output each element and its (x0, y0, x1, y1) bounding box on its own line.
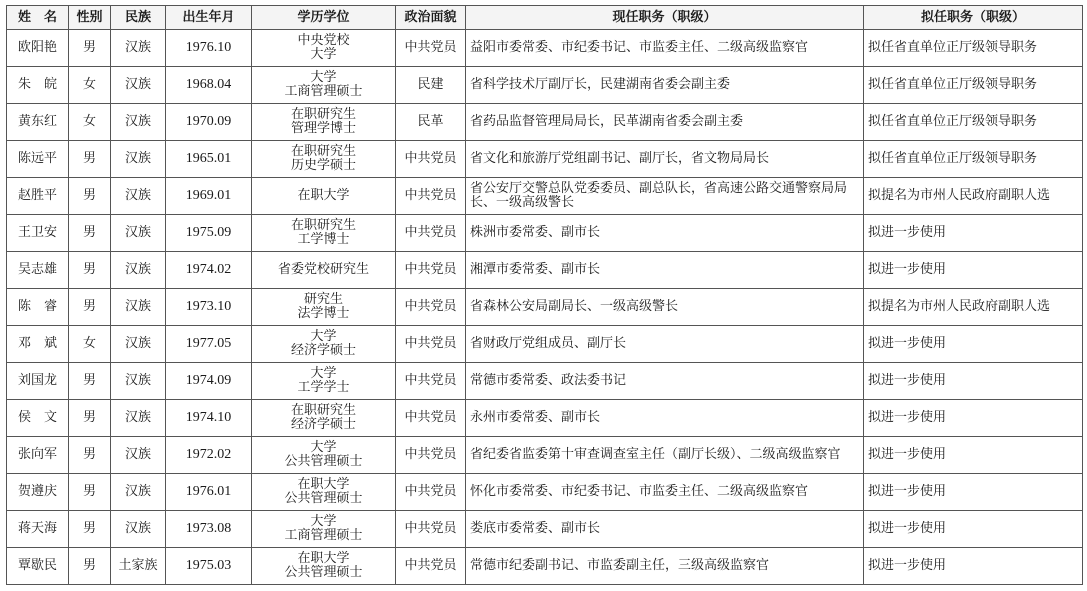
table-row (7, 30, 1083, 67)
cell-politics: 中共党员 (396, 474, 466, 511)
cell-name: 邓 斌 (7, 326, 69, 363)
education-line-1: 在职研究生 (290, 107, 356, 122)
cell-name: 朱 皖 (7, 67, 69, 104)
education-line-2: 公共管理硕士 (284, 565, 363, 580)
education-line-2: 工学学士 (297, 380, 350, 395)
header-name: 姓 名 (7, 6, 69, 30)
cell-politics: 中共党员 (396, 400, 466, 437)
cell-birth: 1974.09 (166, 363, 252, 400)
education-line-1: 大学 (310, 440, 337, 455)
cell-proposed-position: 拟任省直单位正厅级领导职务 (864, 141, 1083, 178)
cell-ethnicity: 汉族 (111, 326, 166, 363)
cell-current-position: 娄底市委常委、副市长 (466, 511, 864, 548)
table-row (7, 178, 1083, 215)
education-line-1: 在职研究生 (290, 144, 356, 159)
cell-birth: 1970.09 (166, 104, 252, 141)
header-education: 学历学位 (252, 6, 396, 30)
cell-name: 蒋天海 (7, 511, 69, 548)
cell-education (252, 363, 396, 400)
education-line-2: 管理学博士 (290, 121, 356, 136)
cell-name: 刘国龙 (7, 363, 69, 400)
cell-birth: 1969.01 (166, 178, 252, 215)
cell-name: 陈 睿 (7, 289, 69, 326)
cell-ethnicity: 汉族 (111, 104, 166, 141)
cell-ethnicity: 汉族 (111, 400, 166, 437)
cell-ethnicity: 汉族 (111, 289, 166, 326)
cell-education (252, 104, 396, 141)
cell-proposed-position: 拟任省直单位正厅级领导职务 (864, 104, 1083, 141)
cell-gender: 女 (69, 326, 111, 363)
cell-current-position: 益阳市委常委、市纪委书记、市监委主任、二级高级监察官 (466, 30, 864, 67)
cell-proposed-position: 拟进一步使用 (864, 400, 1083, 437)
cell-proposed-position: 拟进一步使用 (864, 437, 1083, 474)
cell-ethnicity: 汉族 (111, 363, 166, 400)
education-line-2: 经济学硕士 (290, 417, 356, 432)
cell-proposed-position: 拟进一步使用 (864, 215, 1083, 252)
education-line-1: 在职研究生 (290, 218, 356, 233)
cell-politics: 中共党员 (396, 326, 466, 363)
table-row (7, 548, 1083, 585)
education-line-1: 在职大学 (297, 188, 350, 203)
cell-ethnicity: 汉族 (111, 141, 166, 178)
cell-ethnicity: 汉族 (111, 252, 166, 289)
education-line-2: 经济学硕士 (290, 343, 356, 358)
cell-name: 王卫安 (7, 215, 69, 252)
cell-ethnicity: 土家族 (111, 548, 166, 585)
cell-gender: 女 (69, 67, 111, 104)
cell-current-position: 株洲市委常委、副市长 (466, 215, 864, 252)
cell-birth: 1975.09 (166, 215, 252, 252)
table-row (7, 289, 1083, 326)
table-row (7, 104, 1083, 141)
cell-education (252, 437, 396, 474)
cell-proposed-position: 拟任省直单位正厅级领导职务 (864, 67, 1083, 104)
cell-name: 赵胜平 (7, 178, 69, 215)
cell-education (252, 178, 396, 215)
personnel-table (6, 5, 1083, 585)
table-row (7, 474, 1083, 511)
education-line-2: 工学博士 (297, 232, 350, 247)
cell-name: 覃歇民 (7, 548, 69, 585)
cell-current-position: 常德市委常委、政法委书记 (466, 363, 864, 400)
cell-education (252, 252, 396, 289)
personnel-table-container (6, 5, 1083, 585)
cell-politics: 民革 (396, 104, 466, 141)
header-gender: 性别 (69, 6, 111, 30)
cell-ethnicity: 汉族 (111, 30, 166, 67)
cell-name: 侯 文 (7, 400, 69, 437)
cell-current-position: 省药品监督管理局局长，民革湖南省委会副主委 (466, 104, 864, 141)
cell-politics: 中共党员 (396, 437, 466, 474)
cell-ethnicity: 汉族 (111, 474, 166, 511)
education-line-2: 公共管理硕士 (284, 454, 363, 469)
cell-current-position: 省公安厅交警总队党委委员、副总队长，省高速公路交通警察局局长、一级高级警长 (466, 178, 864, 215)
cell-name: 贺遵庆 (7, 474, 69, 511)
education-line-2: 公共管理硕士 (284, 491, 363, 506)
cell-proposed-position: 拟任省直单位正厅级领导职务 (864, 30, 1083, 67)
header-current-position: 现任职务（职级） (466, 6, 864, 30)
cell-gender: 男 (69, 511, 111, 548)
cell-politics: 中共党员 (396, 30, 466, 67)
cell-proposed-position: 拟进一步使用 (864, 363, 1083, 400)
table-row (7, 326, 1083, 363)
cell-gender: 女 (69, 104, 111, 141)
cell-education (252, 215, 396, 252)
education-line-2: 历史学硕士 (290, 158, 356, 173)
cell-name: 欧阳艳 (7, 30, 69, 67)
cell-proposed-position: 拟进一步使用 (864, 511, 1083, 548)
education-line-1: 研究生 (303, 292, 343, 307)
cell-current-position: 怀化市委常委、市纪委书记、市监委主任、二级高级监察官 (466, 474, 864, 511)
cell-proposed-position: 拟进一步使用 (864, 548, 1083, 585)
education-line-1: 在职研究生 (290, 403, 356, 418)
cell-current-position: 省科学技术厅副厅长，民建湖南省委会副主委 (466, 67, 864, 104)
table-row (7, 141, 1083, 178)
table-row (7, 400, 1083, 437)
table-row (7, 511, 1083, 548)
education-line-1: 在职大学 (297, 551, 350, 566)
cell-name: 陈远平 (7, 141, 69, 178)
cell-birth: 1974.02 (166, 252, 252, 289)
education-line-1: 中央党校 (297, 33, 350, 48)
cell-birth: 1974.10 (166, 400, 252, 437)
cell-politics: 中共党员 (396, 363, 466, 400)
cell-gender: 男 (69, 289, 111, 326)
cell-education (252, 474, 396, 511)
cell-gender: 男 (69, 215, 111, 252)
cell-birth: 1975.03 (166, 548, 252, 585)
education-line-2: 大学 (310, 47, 337, 62)
table-header-row (7, 6, 1083, 30)
cell-gender: 男 (69, 548, 111, 585)
cell-ethnicity: 汉族 (111, 511, 166, 548)
cell-proposed-position: 拟进一步使用 (864, 474, 1083, 511)
cell-name: 张向军 (7, 437, 69, 474)
cell-current-position: 湘潭市委常委、副市长 (466, 252, 864, 289)
education-line-1: 大学 (310, 329, 337, 344)
cell-birth: 1976.10 (166, 30, 252, 67)
cell-gender: 男 (69, 400, 111, 437)
cell-gender: 男 (69, 30, 111, 67)
cell-birth: 1976.01 (166, 474, 252, 511)
header-politics: 政治面貌 (396, 6, 466, 30)
cell-politics: 中共党员 (396, 252, 466, 289)
header-birth: 出生年月 (166, 6, 252, 30)
cell-birth: 1968.04 (166, 67, 252, 104)
cell-birth: 1977.05 (166, 326, 252, 363)
cell-politics: 中共党员 (396, 178, 466, 215)
cell-ethnicity: 汉族 (111, 67, 166, 104)
table-row (7, 252, 1083, 289)
header-ethnicity: 民族 (111, 6, 166, 30)
cell-current-position: 永州市委常委、副市长 (466, 400, 864, 437)
table-body (7, 30, 1083, 585)
cell-proposed-position: 拟进一步使用 (864, 252, 1083, 289)
table-row (7, 215, 1083, 252)
cell-gender: 男 (69, 363, 111, 400)
cell-ethnicity: 汉族 (111, 215, 166, 252)
table-row (7, 67, 1083, 104)
cell-education (252, 511, 396, 548)
education-line-1: 省委党校研究生 (277, 262, 369, 277)
cell-proposed-position: 拟提名为市州人民政府副职人选 (864, 178, 1083, 215)
education-line-2: 法学博士 (297, 306, 350, 321)
education-line-1: 大学 (310, 70, 337, 85)
cell-gender: 男 (69, 474, 111, 511)
table-row (7, 437, 1083, 474)
cell-politics: 中共党员 (396, 215, 466, 252)
cell-politics: 中共党员 (396, 511, 466, 548)
cell-current-position: 省森林公安局副局长、一级高级警长 (466, 289, 864, 326)
education-line-2: 工商管理硕士 (284, 84, 363, 99)
cell-birth: 1972.02 (166, 437, 252, 474)
cell-current-position: 省文化和旅游厅党组副书记、副厅长，省文物局局长 (466, 141, 864, 178)
cell-birth: 1965.01 (166, 141, 252, 178)
cell-name: 吴志雄 (7, 252, 69, 289)
cell-education (252, 326, 396, 363)
cell-birth: 1973.10 (166, 289, 252, 326)
cell-gender: 男 (69, 252, 111, 289)
cell-politics: 中共党员 (396, 548, 466, 585)
cell-ethnicity: 汉族 (111, 178, 166, 215)
cell-current-position: 省财政厅党组成员、副厅长 (466, 326, 864, 363)
cell-education (252, 289, 396, 326)
cell-education (252, 30, 396, 67)
table-row (7, 363, 1083, 400)
cell-proposed-position: 拟进一步使用 (864, 326, 1083, 363)
cell-proposed-position: 拟提名为市州人民政府副职人选 (864, 289, 1083, 326)
cell-education (252, 141, 396, 178)
cell-ethnicity: 汉族 (111, 437, 166, 474)
cell-politics: 中共党员 (396, 289, 466, 326)
cell-politics: 民建 (396, 67, 466, 104)
cell-name: 黄东红 (7, 104, 69, 141)
cell-education (252, 548, 396, 585)
cell-birth: 1973.08 (166, 511, 252, 548)
education-line-2: 工商管理硕士 (284, 528, 363, 543)
header-proposed-position: 拟任职务（职级） (864, 6, 1083, 30)
cell-education (252, 400, 396, 437)
education-line-1: 在职大学 (297, 477, 350, 492)
cell-current-position: 省纪委省监委第十审查调查室主任（副厅长级）、二级高级监察官 (466, 437, 864, 474)
cell-education (252, 67, 396, 104)
cell-politics: 中共党员 (396, 141, 466, 178)
cell-current-position: 常德市纪委副书记、市监委副主任，三级高级监察官 (466, 548, 864, 585)
education-line-1: 大学 (310, 514, 337, 529)
cell-gender: 男 (69, 141, 111, 178)
education-line-1: 大学 (310, 366, 337, 381)
cell-gender: 男 (69, 178, 111, 215)
cell-gender: 男 (69, 437, 111, 474)
